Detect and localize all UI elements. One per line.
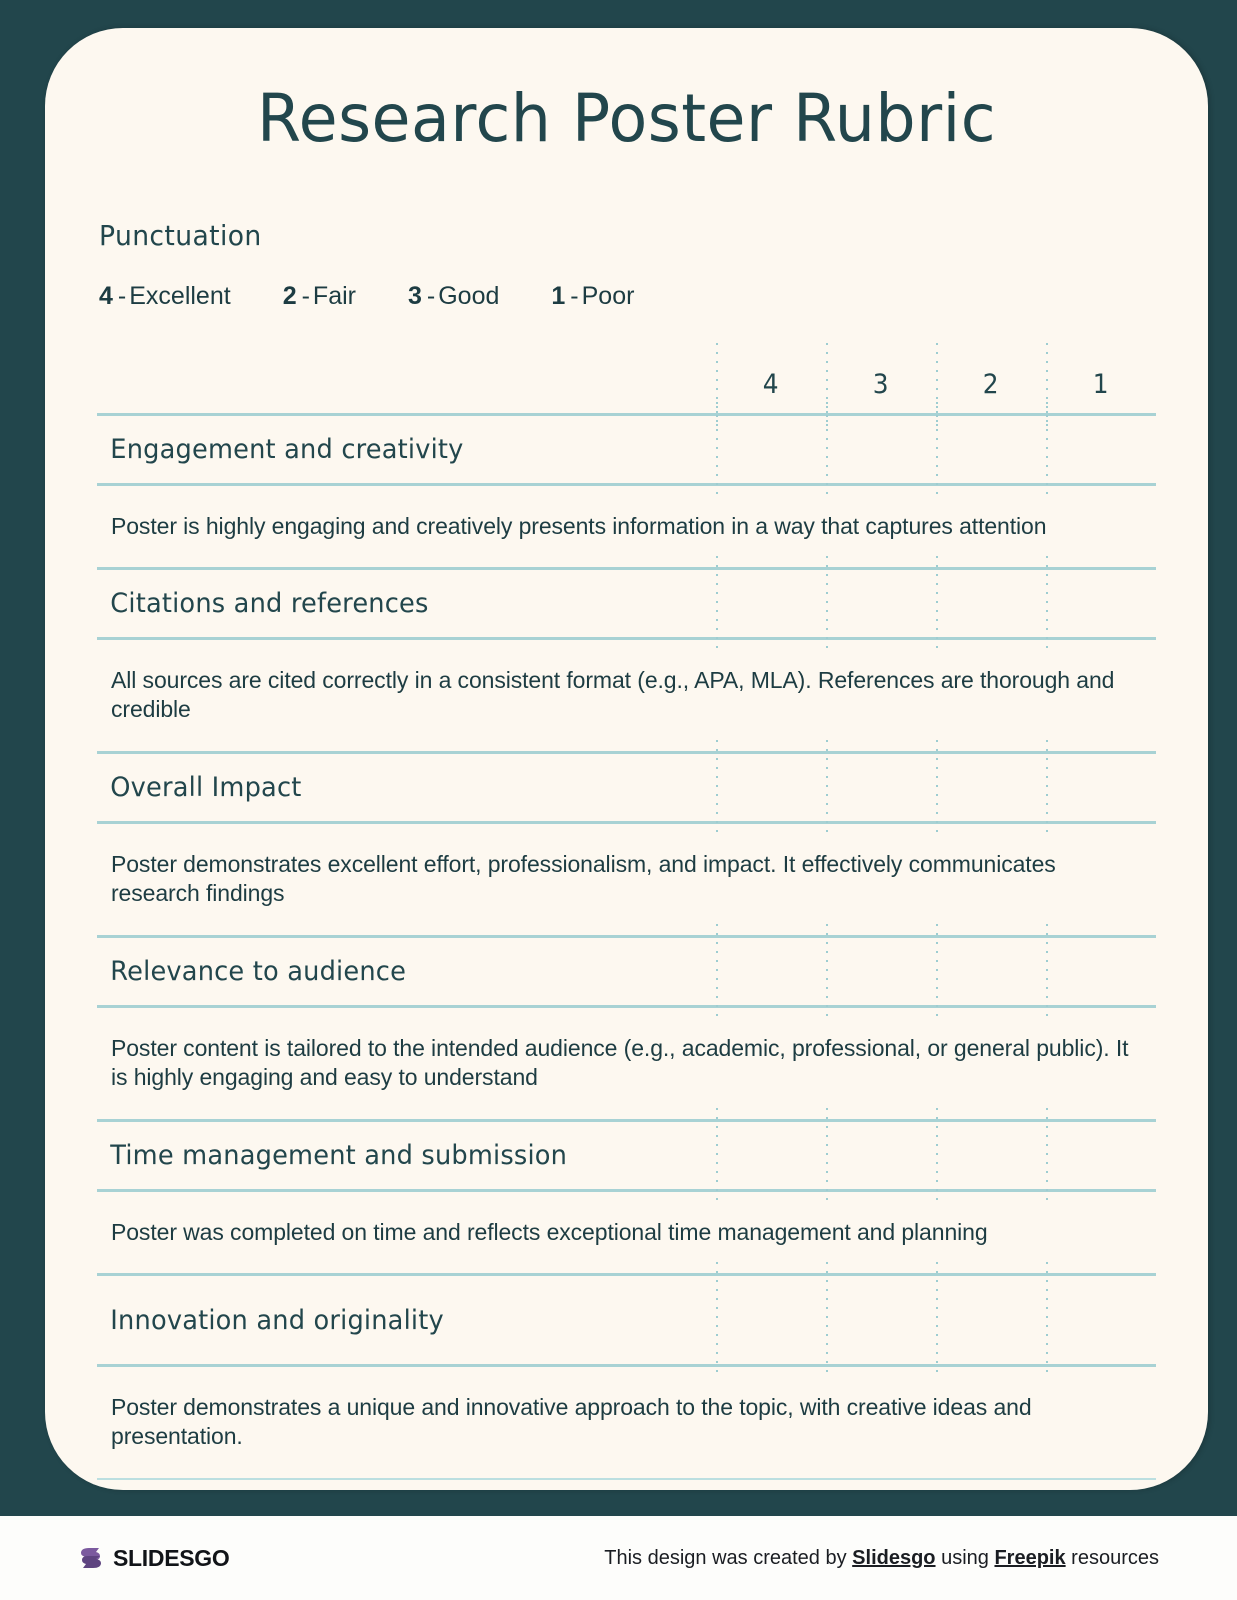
legend-dash-4: - — [117, 281, 127, 310]
criterion-label: Innovation and originality — [110, 1304, 444, 1336]
legend-score-3: 3 — [407, 281, 422, 310]
score-cell-3[interactable] — [826, 1122, 936, 1189]
score-cell-1[interactable] — [1046, 416, 1156, 483]
score-cell-4[interactable] — [716, 570, 826, 637]
table-row — [97, 938, 1156, 1005]
score-cell-3[interactable] — [826, 570, 936, 637]
criterion-label: Engagement and creativity — [110, 433, 464, 465]
attribution-suffix: resources — [1065, 1546, 1159, 1569]
score-cells — [716, 1276, 1156, 1364]
legend-item-1 — [551, 282, 634, 311]
section-subtitle: Punctuation — [99, 218, 262, 252]
slidesgo-logo-icon — [78, 1544, 104, 1572]
score-cell-2[interactable] — [936, 570, 1046, 637]
description-row — [97, 1367, 1156, 1478]
criterion-description: Poster demonstrates a unique and innovative approach to the topic, with creative ideas and presentation. — [111, 1394, 1032, 1450]
legend-score-4: 4 — [99, 281, 113, 310]
attribution-middle: using — [935, 1546, 995, 1569]
score-column-label-3: 3 — [873, 369, 889, 400]
score-legend — [99, 282, 1156, 311]
score-cells — [716, 1122, 1156, 1189]
description-row — [97, 824, 1156, 935]
score-cell-3[interactable] — [826, 938, 936, 1005]
attribution-text — [604, 1547, 1159, 1570]
divider — [97, 1478, 1156, 1480]
table-row — [97, 416, 1156, 483]
score-cell-2[interactable] — [936, 1122, 1046, 1189]
criterion-label: Time management and submission — [110, 1139, 568, 1171]
score-cells — [716, 938, 1156, 1005]
score-cell-4[interactable] — [716, 938, 826, 1005]
legend-label-1: Poor — [581, 281, 635, 310]
criterion-description: Poster is highly engaging and creatively presents information in a way that captures attention — [111, 512, 1047, 539]
criterion-description: Poster was completed on time and reflects exceptional time management and planning — [111, 1218, 988, 1245]
legend-label-3: Good — [438, 281, 500, 310]
score-cell-2[interactable] — [936, 938, 1046, 1005]
score-cell-2[interactable] — [936, 1276, 1046, 1364]
score-cell-1[interactable] — [1046, 1276, 1156, 1364]
criterion-label: Overall Impact — [110, 771, 302, 803]
score-cells — [716, 570, 1156, 637]
score-column-1[interactable] — [1046, 357, 1156, 413]
score-column-label-4: 4 — [763, 369, 779, 400]
criterion-description: All sources are cited correctly in a consistent format (e.g., APA, MLA). References are thorough and credible — [111, 666, 1115, 723]
attribution-prefix: This design was created by — [604, 1546, 853, 1569]
table-row — [97, 1122, 1156, 1189]
score-cell-1[interactable] — [1046, 570, 1156, 637]
brand-name: SLIDESGO — [113, 1544, 230, 1571]
score-cells — [716, 416, 1156, 483]
description-row — [97, 486, 1156, 567]
description-row — [97, 1008, 1156, 1119]
rubric-table — [97, 357, 1156, 1480]
score-cell-4[interactable] — [716, 1122, 826, 1189]
score-cell-4[interactable] — [716, 1276, 826, 1364]
legend-label-4: Excellent — [129, 281, 231, 310]
criterion-label: Relevance to audience — [110, 955, 407, 987]
table-header-row — [97, 357, 1156, 413]
legend-dash-1: - — [570, 281, 579, 310]
score-cells — [716, 754, 1156, 821]
score-cell-3[interactable] — [826, 1276, 936, 1364]
score-cell-3[interactable] — [826, 754, 936, 821]
criterion-description: Poster content is tailored to the intended audience (e.g., academic, professional, or general public). It is highly engaging and easy to understand — [111, 1034, 1129, 1091]
score-column-2[interactable] — [936, 357, 1046, 413]
table-row — [97, 754, 1156, 821]
score-cell-2[interactable] — [936, 754, 1046, 821]
score-column-3[interactable] — [826, 357, 936, 413]
criterion-label: Citations and references — [110, 587, 429, 619]
slidesgo-link[interactable]: Slidesgo — [852, 1546, 936, 1569]
table-row — [97, 1276, 1156, 1364]
legend-item-2 — [283, 282, 356, 311]
legend-score-1: 1 — [551, 281, 566, 310]
legend-item-4 — [99, 282, 231, 311]
description-row — [97, 1192, 1156, 1273]
score-cell-1[interactable] — [1046, 938, 1156, 1005]
slidesgo-brand[interactable] — [78, 1544, 229, 1572]
table-row — [97, 570, 1156, 637]
score-cell-1[interactable] — [1046, 1122, 1156, 1189]
score-cell-3[interactable] — [826, 416, 936, 483]
freepik-link[interactable]: Freepik — [994, 1546, 1066, 1569]
score-cell-4[interactable] — [716, 416, 826, 483]
legend-item-3 — [408, 282, 499, 311]
rubric-card — [45, 28, 1208, 1490]
legend-label-2: Fair — [312, 281, 356, 310]
page-footer — [0, 1516, 1237, 1600]
page-title: Research Poster Rubric — [256, 80, 997, 157]
criterion-description: Poster demonstrates excellent effort, professionalism, and impact. It effectively communicates research findings — [111, 850, 1056, 907]
legend-dash-2: - — [301, 281, 310, 310]
score-column-4[interactable] — [716, 357, 826, 413]
score-column-label-2: 2 — [983, 369, 999, 400]
score-cell-2[interactable] — [936, 416, 1046, 483]
legend-score-2: 2 — [282, 281, 297, 310]
description-row — [97, 640, 1156, 751]
score-cell-1[interactable] — [1046, 754, 1156, 821]
score-column-label-1: 1 — [1093, 369, 1109, 400]
score-cell-4[interactable] — [716, 754, 826, 821]
legend-dash-3: - — [426, 281, 436, 310]
